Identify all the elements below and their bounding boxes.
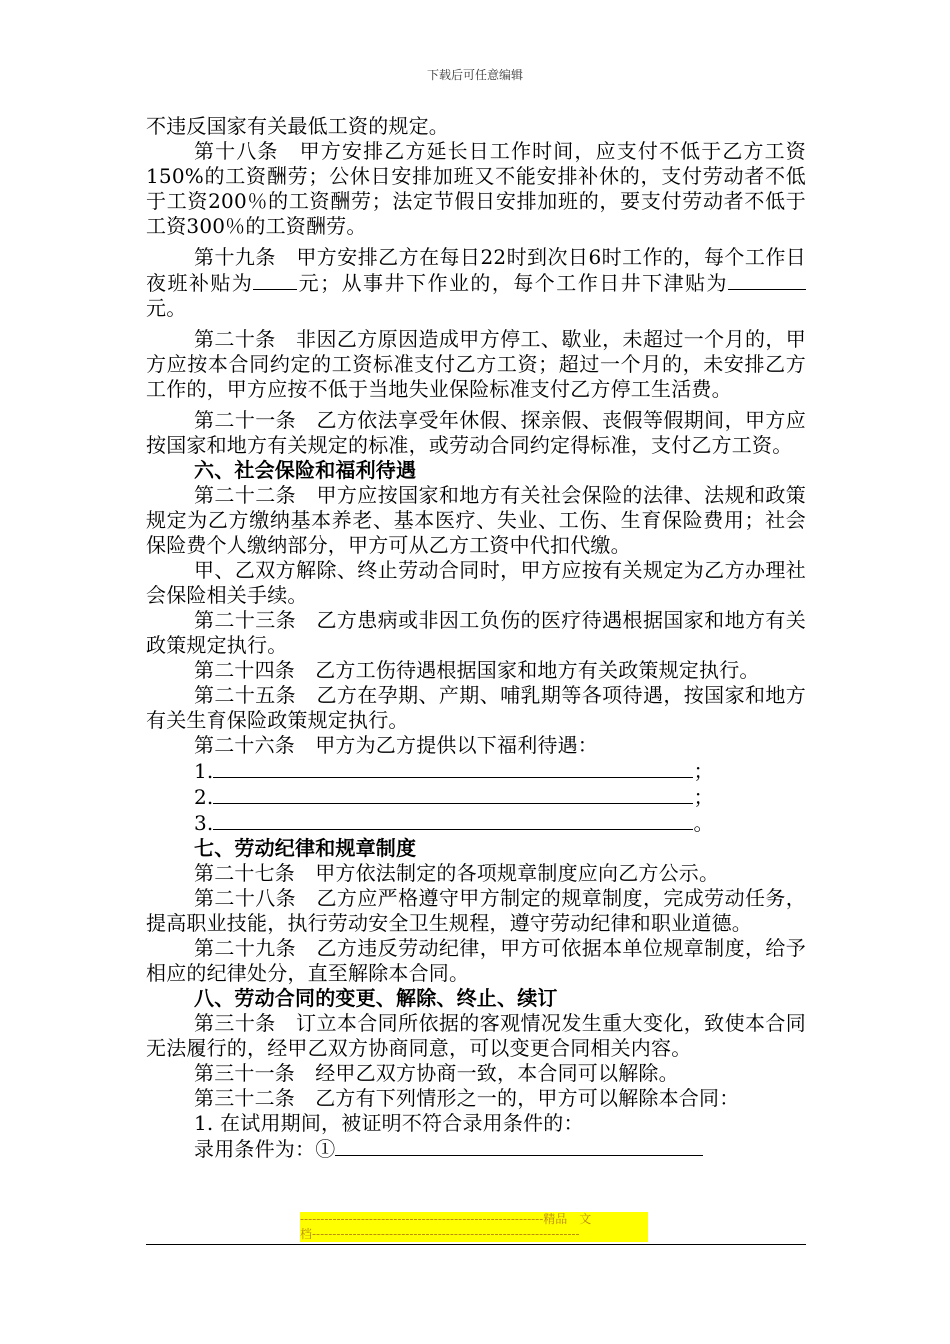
footer-watermark-line-1: ------------------------------------------------------------精品 文 [300, 1212, 592, 1226]
document-body [146, 114, 806, 1162]
welfare-item-1: 1. ； [194, 759, 714, 783]
footer-watermark [300, 1212, 648, 1242]
article-30: 第三十条 订立本合同所依据的客观情况发生重大变化，致使本合同无法履行的，经甲乙双方协商同意，可以变更合同相关内容。 [146, 1011, 806, 1060]
section-heading-6: 六、社会保险和福利待遇 [194, 458, 417, 482]
article-23: 第二十三条 乙方患病或非因工负伤的医疗待遇根据国家和地方有关政策规定执行。 [146, 608, 806, 657]
article-24: 第二十四条 乙方工伤待遇根据国家和地方有关政策规定执行。 [194, 658, 760, 682]
article-32-item-1: 1. 在试用期间，被证明不符合录用条件的： [194, 1111, 584, 1135]
article-27: 第二十七条 甲方依法制定的各项规章制度应向乙方公示。 [194, 861, 720, 885]
article-22-b: 甲、乙双方解除、终止劳动合同时，甲方应按有关规定为乙方办理社会保险相关手续。 [146, 558, 806, 607]
article-25: 第二十五条 乙方在孕期、产期、哺乳期等各项待遇，按国家和地方有关生育保险政策规定执行。 [146, 683, 806, 732]
article-32: 第三十二条 乙方有下列情形之一的，甲方可以解除本合同： [194, 1086, 740, 1110]
article-19-text-b: 元；从事井下作业的，每个工作日井下津贴为 [297, 271, 729, 295]
welfare-item-2: 2. ； [194, 785, 714, 809]
article-26: 第二十六条 甲方为乙方提供以下福利待遇： [194, 733, 598, 757]
article-20: 第二十条 非因乙方原因造成甲方停工、歇业，未超过一个月的，甲方应按本合同约定的工资标准支付乙方工资；超过一个月的，未安排乙方工作的，甲方应按不低于当地失业保险标准支付乙方停工生活费。 [146, 327, 806, 401]
welfare-blank-2 [213, 784, 693, 804]
paragraph: 不违反国家有关最低工资的规定。 [146, 114, 449, 138]
welfare-blank-1 [213, 758, 693, 778]
article-18: 第十八条 甲方安排乙方延长日工作时间，应支付不低于乙方工资150%的工资酬劳；公休日安排加班又不能安排补休的，支付劳动者不低于工资200％的工资酬劳；法定节假日安排加班的，要支付劳动者不低于工资300％的工资酬劳。 [146, 139, 806, 238]
article-19-text-c: 元。 [146, 296, 187, 320]
article-19 [146, 245, 806, 321]
footer-watermark-line-2: 档------------------------------------------------------------------ [300, 1227, 580, 1241]
hiring-conditions-blank [335, 1136, 703, 1156]
night-allowance-blank [253, 270, 297, 290]
section-heading-7: 七、劳动纪律和规章制度 [194, 836, 417, 860]
article-22: 第二十二条 甲方应按国家和地方有关社会保险的法律、法规和政策规定为乙方缴纳基本养老、基本医疗、失业、工伤、生育保险费用；社会保险费个人缴纳部分，甲方可从乙方工资中代扣代缴。 [146, 483, 806, 557]
hiring-conditions: 录用条件为：① [146, 1136, 806, 1162]
section-heading-8: 八、劳动合同的变更、解除、终止、续订 [194, 986, 558, 1010]
underground-allowance-blank [728, 270, 806, 290]
welfare-item-3: 3. 。 [194, 811, 714, 835]
article-31: 第三十一条 经甲乙双方协商一致，本合同可以解除。 [194, 1061, 679, 1085]
article-29: 第二十九条 乙方违反劳动纪律，甲方可依据本单位规章制度，给予相应的纪律处分，直至解除本合同。 [146, 936, 806, 985]
page-header: 下载后可任意编辑 [426, 68, 523, 82]
article-28: 第二十八条 乙方应严格遵守甲方制定的规章制度，完成劳动任务，提高职业技能，执行劳动安全卫生规程，遵守劳动纪律和职业道德。 [146, 886, 806, 935]
article-21: 第二十一条 乙方依法享受年休假、探亲假、丧假等假期间，甲方应按国家和地方有关规定的标准，或劳动合同约定得标准，支付乙方工资。 [146, 408, 806, 457]
welfare-blank-3 [213, 810, 693, 830]
footer-divider [146, 1244, 806, 1245]
article-19-text-a: 第十九条 甲方安排乙方在每日22时到次日6时工作的，每个工作日夜班补贴为 [146, 245, 806, 295]
